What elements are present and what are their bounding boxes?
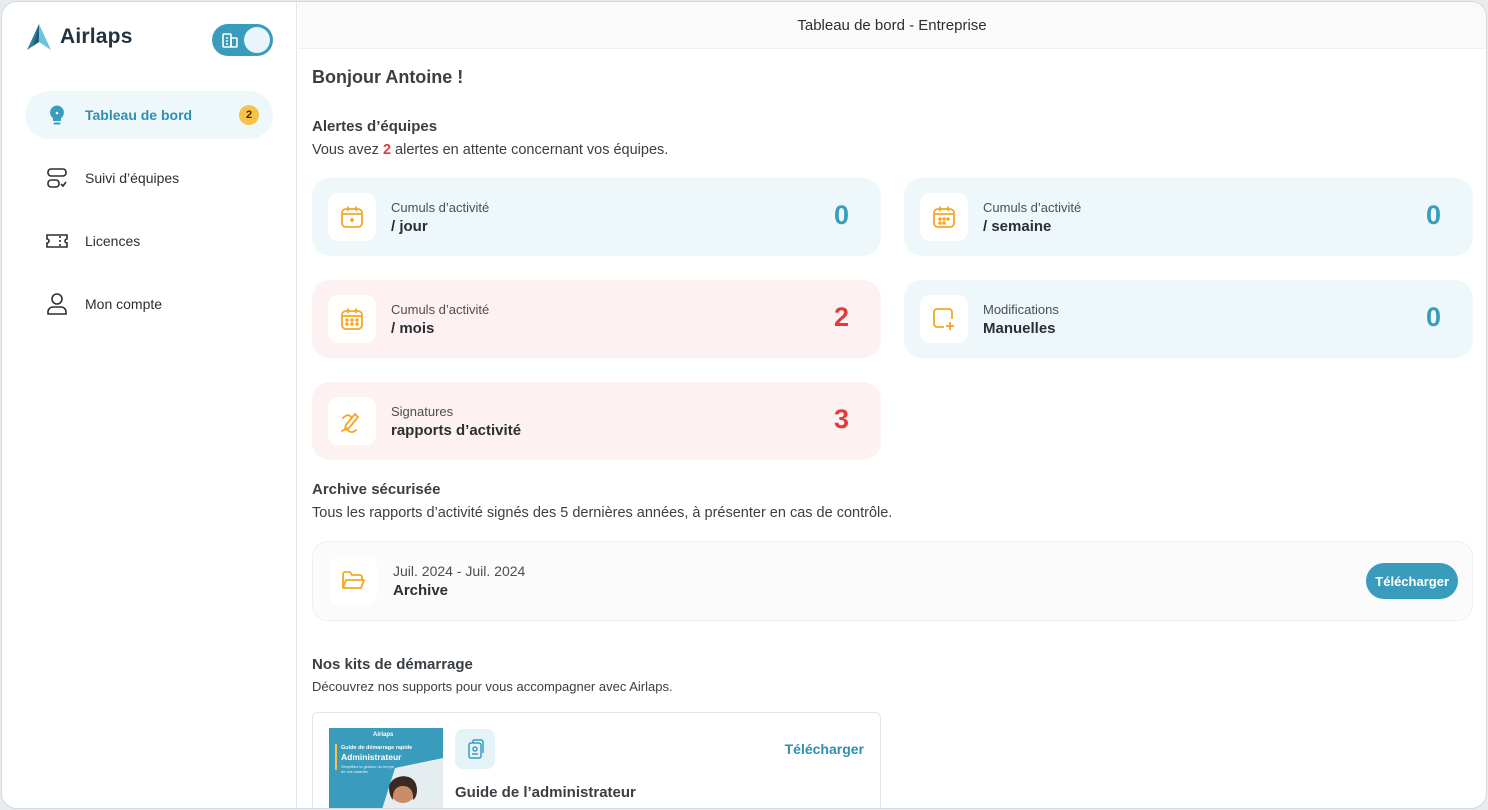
- sidebar-item-tableau-de-bord[interactable]: [25, 91, 273, 139]
- document-icon: [455, 729, 495, 769]
- card-label: Cumuls d’activité: [391, 301, 490, 317]
- card-sublabel: / mois: [391, 319, 435, 337]
- page-title: Tableau de bord - Entreprise: [797, 16, 987, 34]
- sidebar-nav: [25, 91, 273, 343]
- archive-period: Juil. 2024 - Juil. 2024: [393, 563, 526, 579]
- alert-card-signatures[interactable]: [312, 382, 881, 460]
- archive-label: Archive: [393, 582, 449, 599]
- card-count: 0: [1425, 302, 1441, 332]
- card-count: 0: [1425, 200, 1441, 230]
- sidebar-item-label: Licences: [85, 233, 141, 249]
- alert-card-weekly[interactable]: [904, 178, 1473, 256]
- calendar-month-icon: [328, 295, 376, 343]
- sidebar: [2, 2, 297, 808]
- alert-card-daily[interactable]: [312, 178, 881, 256]
- guide-cover-photo: [329, 728, 443, 809]
- ticket-icon: [45, 229, 69, 253]
- airlaps-logo-icon: [24, 22, 54, 52]
- app-name: Airlaps: [60, 25, 133, 48]
- alert-card-monthly[interactable]: [312, 280, 881, 358]
- card-count: 3: [833, 404, 849, 434]
- archive-section-title: Archive sécurisée: [312, 481, 441, 498]
- archive-item: [312, 541, 1473, 621]
- toggle-knob: [244, 27, 270, 53]
- archive-download-button[interactable]: Télécharger: [1366, 563, 1458, 599]
- alert-card-manual-changes[interactable]: [904, 280, 1473, 358]
- sidebar-item-licences[interactable]: [25, 217, 273, 265]
- sidebar-item-mon-compte[interactable]: [25, 280, 273, 328]
- page-header: [298, 2, 1486, 49]
- square-plus-icon: [920, 295, 968, 343]
- kit-title: Guide de l’administrateur: [455, 784, 636, 801]
- user-icon: [45, 292, 69, 316]
- archive-section-subtitle: Tous les rapports d’activité signés des 5 dernières années, à présenter en cas de contrôle.: [312, 505, 893, 521]
- sidebar-item-label: Suivi d’équipes: [85, 170, 180, 186]
- calendar-week-icon: [920, 193, 968, 241]
- folder-open-icon: [329, 557, 377, 605]
- company-mode-toggle[interactable]: [212, 24, 273, 56]
- lightbulb-icon: [45, 103, 69, 127]
- card-sublabel: Manuelles: [983, 319, 1056, 337]
- card-label: Cumuls d’activité: [983, 199, 1082, 215]
- card-sublabel: / semaine: [983, 217, 1052, 235]
- kits-section-title: Nos kits de démarrage: [312, 656, 473, 673]
- alert-count-badge: 2: [239, 105, 259, 125]
- calendar-day-icon: [328, 193, 376, 241]
- card-sublabel: / jour: [391, 217, 428, 235]
- kit-download-link[interactable]: Télécharger: [784, 741, 864, 757]
- greeting: Bonjour Antoine !: [312, 67, 464, 87]
- sidebar-item-suivi-equipes[interactable]: [25, 154, 273, 202]
- card-label: Signatures: [391, 403, 454, 419]
- guide-cover-image[interactable]: Airlaps Guide de démarrage rapide Administrateur Simplifiez la gestion du temps de vos salariés.: [329, 728, 443, 809]
- alerts-section-subtitle: Vous avez 2 alertes en attente concernant vos équipes.: [312, 142, 669, 158]
- building-icon: [221, 31, 239, 49]
- starter-kit-card: [312, 712, 881, 809]
- card-label: Modifications: [983, 301, 1059, 317]
- dashboard-main: [312, 49, 1486, 808]
- sidebar-item-label: Mon compte: [85, 296, 163, 312]
- kits-section-subtitle: Découvrez nos supports pour vous accompagner avec Airlaps.: [312, 679, 673, 694]
- alert-count: 2: [382, 142, 392, 158]
- card-label: Cumuls d’activité: [391, 199, 490, 215]
- card-sublabel: rapports d’activité: [391, 421, 522, 439]
- alerts-section-title: Alertes d’équipes: [312, 118, 438, 135]
- team-tracking-icon: [45, 166, 69, 190]
- card-count: 0: [833, 200, 849, 230]
- sidebar-item-label: Tableau de bord: [85, 107, 193, 123]
- card-count: 2: [833, 302, 849, 332]
- app-window: [1, 1, 1487, 809]
- signature-icon: [328, 397, 376, 445]
- logo[interactable]: [24, 22, 133, 52]
